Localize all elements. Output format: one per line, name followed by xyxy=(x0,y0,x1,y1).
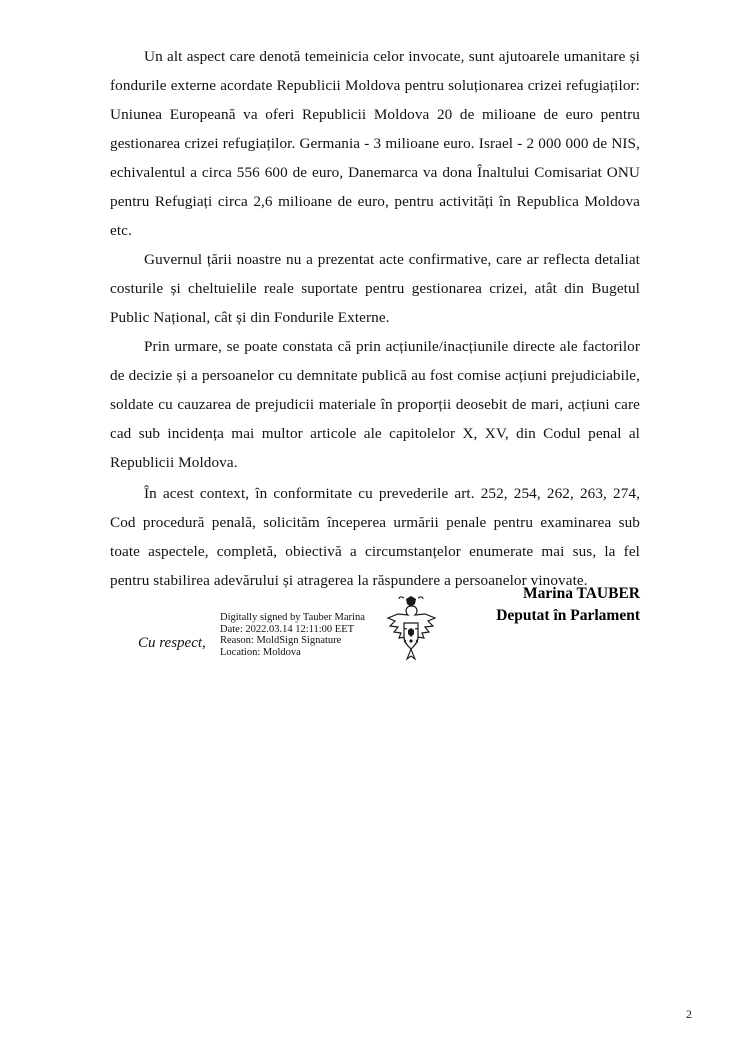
digital-signature-stamp xyxy=(220,612,365,658)
signatory-title: Deputat în Parlament xyxy=(496,607,640,624)
paragraph-2: Guvernul țării noastre nu a prezentat acte confirmative, care ar reflecta detaliat costurile și cheltuielile reale suportate pentru gestionarea crizei, atât din Bugetul Public Național, cât și din Fondurile Externe. xyxy=(110,251,640,326)
signature-block xyxy=(110,575,640,695)
document-body xyxy=(110,42,640,667)
moldova-coat-of-arms-icon xyxy=(382,593,440,665)
paragraph-4: În acest context, în conformitate cu prevederile art. 252, 254, 262, 263, 274, Cod procedură penală, solicităm începerea urmării penale pentru examinarea sub toate aspectele, completă, obiectivă a circumstanțelor enumerate mai sus, la fel pentru stabilirea adevărului și atragerea la răspundere a persoanelor vinovate. xyxy=(110,485,640,589)
page-number: 2 xyxy=(686,1007,692,1021)
paragraph-1: Un alt aspect care denotă temeinicia celor invocate, sunt ajutoarele umanitare și fondurile externe acordate Republicii Moldova pentru soluționarea crizei refugiaților: Uniunea Europeană va oferi Republicii Moldova 20 de milioane de euro pentru gestionarea crizei refugiaților. Germania - 3 milioane euro. Israel - 2 000 000 de NIS, echivalentul a circa 556 600 de euro, Danemarca va dona Înaltului Comisariat ONU pentru Refugiați circa 2,6 milioane de euro, pentru activități în Republica Moldova etc. xyxy=(110,48,640,239)
signatory-name: Marina TAUBER xyxy=(523,585,640,602)
closing-line: Cu respect, xyxy=(138,635,206,651)
digital-signature-line-1: Digitally signed by Tauber Marina xyxy=(220,612,365,623)
digital-signature-line-4: Location: Moldova xyxy=(220,646,301,658)
paragraph-3: Prin urmare, se poate constata că prin acțiunile/inacțiunile directe ale factorilor de decizie și a persoanelor cu demnitate publică au fost comise acțiuni prejudiciabile, soldate cu cauzarea de prejudicii materiale în proporții deosebit de mari, acțiuni care cad sub incidența mai multor articole ale capitolelor X, XV, din Codul penal al Republicii Moldova. xyxy=(110,338,640,471)
digital-signature-line-3: Reason: MoldSign Signature xyxy=(220,635,342,647)
digital-signature-line-2: Date: 2022.03.14 12:11:00 EET xyxy=(220,623,355,635)
signatory xyxy=(496,583,640,627)
